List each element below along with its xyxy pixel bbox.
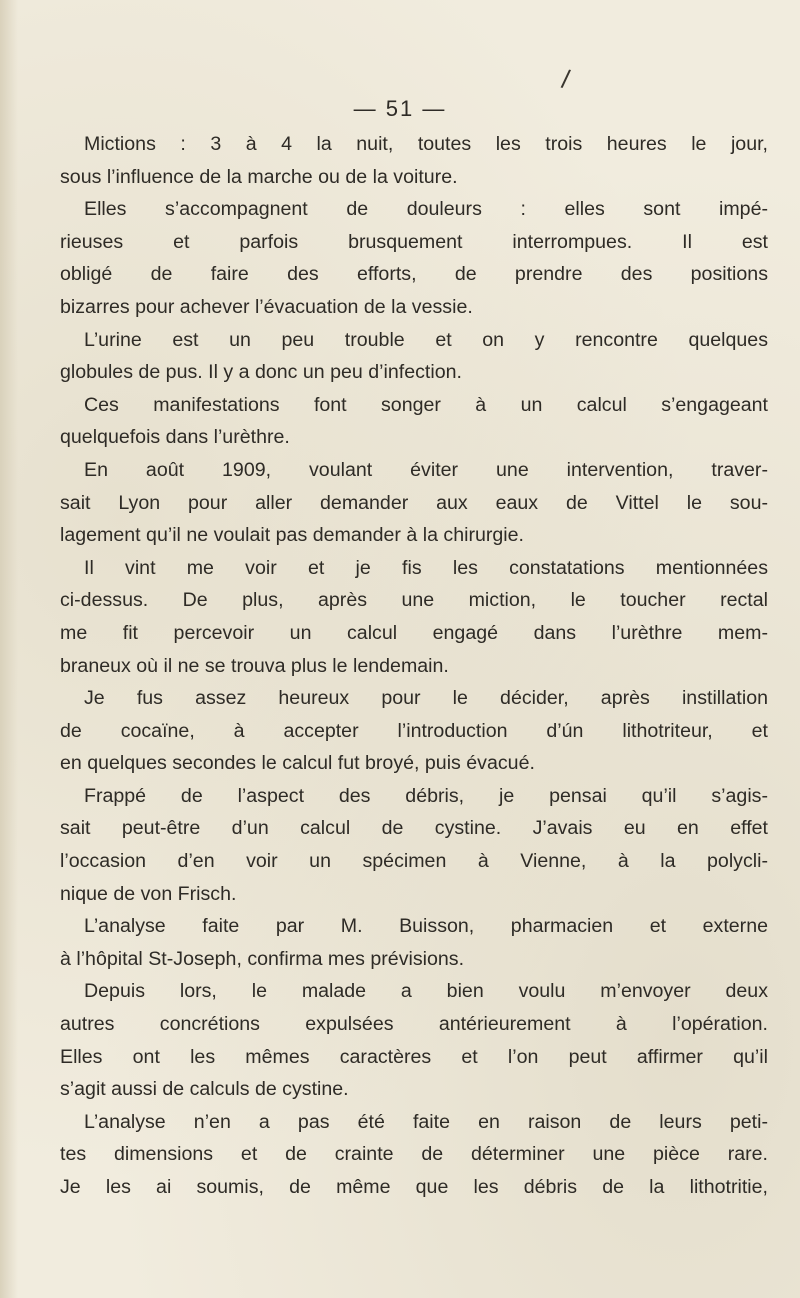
text-line: braneux où il ne se trouva plus le lendemain. (60, 654, 449, 677)
pencil-mark: / (559, 63, 572, 95)
text-line: sait peut-être d’un calcul de cystine. J’avais eu en effet (60, 817, 768, 840)
text-line: s’agit aussi de calculs de cystine. (60, 1078, 349, 1101)
text-line: quelquefois dans l’urèthre. (60, 426, 290, 449)
text-line: bizarres pour achever l’évacuation de la vessie. (60, 295, 473, 318)
text-line: Je les ai soumis, de même que les débris de la lithotritie, (60, 1176, 768, 1198)
text-line: Depuis lors, le malade a bien voulu m’envoyer deux (84, 980, 768, 1003)
text-line: L’analyse faite par M. Buisson, pharmacien et externe (84, 915, 768, 938)
page-binding-edge (0, 0, 18, 1298)
text-line: L’analyse n’en a pas été faite en raison de leurs peti- (84, 1110, 768, 1133)
text-line: me fit percevoir un calcul engagé dans l’urèthre mem- (60, 621, 768, 644)
text-line: Elles ont les mêmes caractères et l’on peut affirmer qu’il (60, 1045, 768, 1068)
text-line: Il vint me voir et je fis les constatations mentionnées (84, 556, 768, 579)
text-line: sous l’influence de la marche ou de la voiture. (60, 165, 458, 188)
text-line: Ces manifestations font songer à un calcul s’engageant (84, 393, 768, 416)
text-line: lagement qu’il ne voulait pas demander à la chirurgie. (60, 524, 524, 547)
text-line: nique de von Frisch. (60, 882, 237, 905)
text-line: tes dimensions et de crainte de déterminer une pièce rare. (60, 1143, 768, 1166)
text-line: sait Lyon pour aller demander aux eaux de Vittel le sou- (60, 491, 768, 514)
page-number: — 51 — (353, 96, 447, 121)
text-line: obligé de faire des efforts, de prendre des positions (60, 263, 768, 286)
text-line: globules de pus. Il y a donc un peu d’infection. (60, 361, 462, 384)
body-text (60, 128, 768, 1204)
text-line: Mictions : 3 à 4 la nuit, toutes les trois heures le jour, (84, 133, 768, 155)
text-line: Elles s’accompagnent de douleurs : elles sont impé- (84, 198, 768, 221)
text-line: En août 1909, voulant éviter une intervention, traver- (84, 458, 768, 481)
text-line: L’urine est un peu trouble et on y rencontre quelques (84, 328, 768, 351)
text-line: en quelques secondes le calcul fut broyé, puis évacué. (60, 752, 535, 775)
text-line: de cocaïne, à accepter l’introduction d’ún lithotriteur, et (60, 719, 768, 742)
text-line: autres concrétions expulsées antérieurement à l’opération. (60, 1013, 768, 1036)
text-line: Je fus assez heureux pour le décider, après instillation (84, 687, 768, 710)
text-line: à l’hôpital St-Joseph, confirma mes prévisions. (60, 947, 465, 970)
text-line: ci-dessus. De plus, après une miction, le toucher rectal (60, 589, 768, 612)
text-line: rieuses et parfois brusquement interrompues. Il est (60, 230, 768, 253)
text-line: Frappé de l’aspect des débris, je pensai qu’il s’agis- (84, 784, 768, 807)
text-line: l’occasion d’en voir un spécimen à Vienne, à la polycli- (60, 850, 768, 873)
